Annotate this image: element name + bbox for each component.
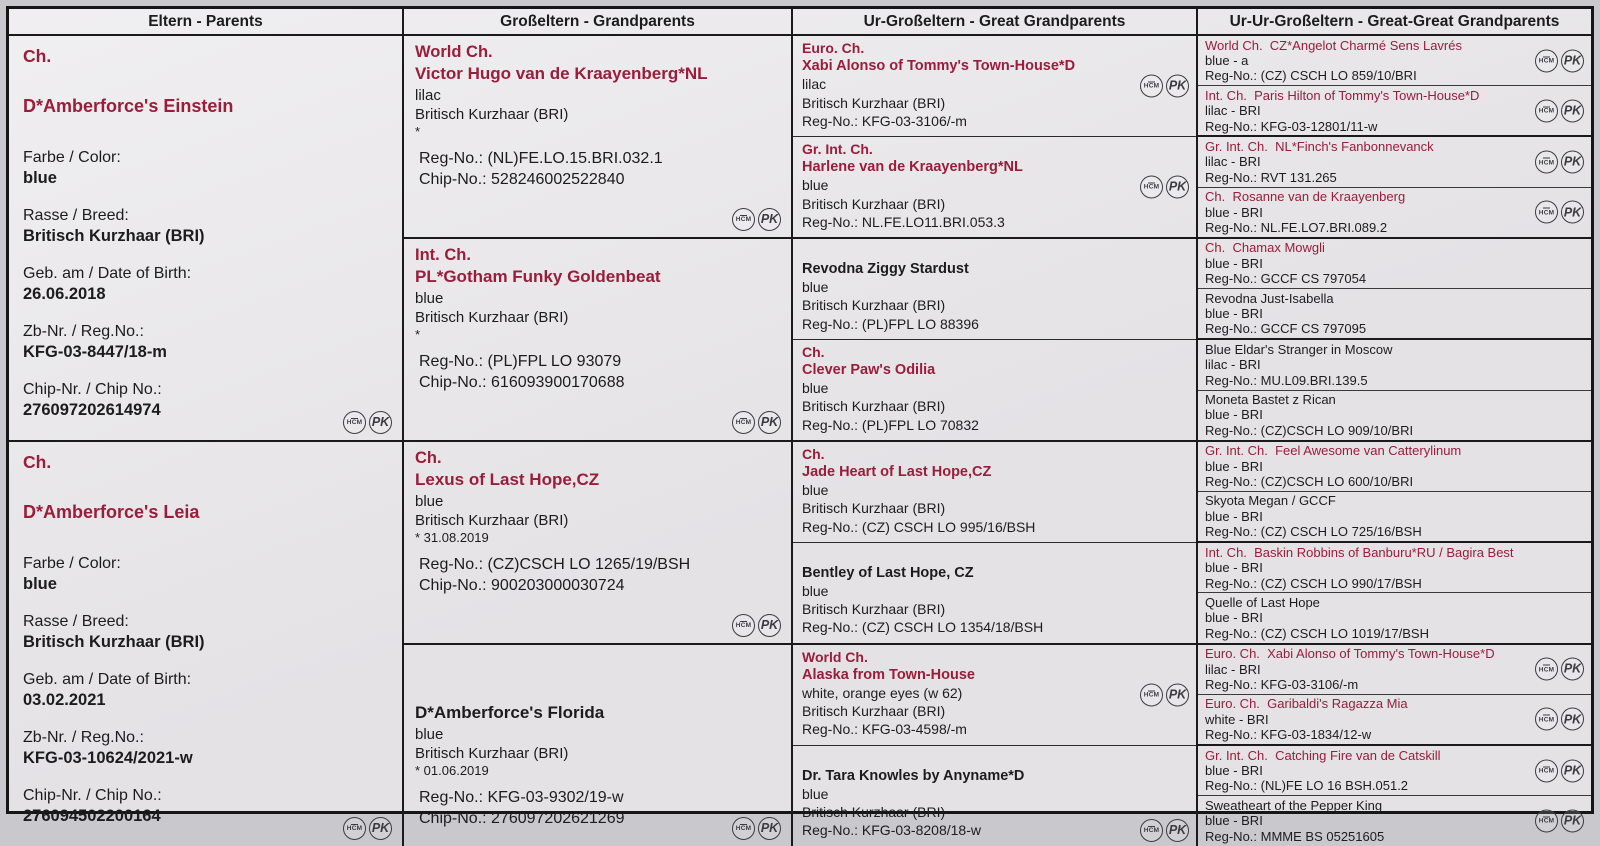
cat-color-breed: lilac - BRI — [1205, 661, 1261, 677]
club-stamp-icon: PK — [758, 614, 781, 637]
reg-no: Reg-No.: (NL)FE.LO.15.BRI.032.1 — [419, 150, 663, 167]
reg-no: KFG-03-8447/18-m — [23, 343, 167, 361]
cat-color: blue — [23, 574, 57, 593]
great-grandparent-cell-3 — [793, 237, 1196, 339]
hcm-stamp-icon: HCM — [1140, 683, 1163, 706]
club-stamp-icon: PK — [1166, 74, 1189, 97]
club-stamp-icon: PK — [1561, 99, 1584, 122]
cat-name: Lexus of Last Hope,CZ — [415, 469, 600, 489]
cat-breed: Britisch Kurzhaar (BRI) — [415, 744, 569, 762]
club-stamp-icon: PK — [1166, 819, 1189, 842]
cat-color-breed: lilac - BRI — [1205, 357, 1261, 373]
club-stamp-icon: PK — [1561, 708, 1584, 731]
chip-no: 276094502200164 — [23, 806, 161, 825]
reg-no: Reg-No.: GCCF CS 797095 — [1205, 321, 1367, 337]
health-stamps — [1535, 151, 1584, 174]
reg-no: Reg-No.: GCCF CS 797054 — [1205, 271, 1367, 287]
cat-name: Bentley of Last Hope, CZ — [802, 564, 974, 581]
cat-title — [802, 242, 1187, 260]
cat-color-breed: lilac - BRI — [1205, 103, 1261, 119]
cat-breed: Britisch Kurzhaar (BRI) — [802, 703, 946, 720]
reg-no: Reg-No.: (CZ) CSCH LO 990/17/BSH — [1205, 575, 1422, 591]
cat-color-breed: blue - BRI — [1205, 762, 1263, 778]
reg-no: Reg-No.: MMME BS 05251605 — [1205, 828, 1385, 844]
reg-no: Reg-No.: MU.L09.BRI.139.5 — [1205, 372, 1368, 388]
hcm-stamp-icon: HCM — [1535, 49, 1558, 72]
hcm-stamp-icon: HCM — [1535, 708, 1558, 731]
pedigree-document — [6, 6, 1594, 844]
reg-no: Reg-No.: KFG-03-3106/-m — [802, 112, 967, 129]
generation-header-row — [9, 9, 1591, 36]
hcm-stamp-icon: HCM — [732, 411, 755, 434]
cat-name: Revodna Ziggy Stardust — [802, 261, 969, 278]
gg-grandparent-cell-6 — [1198, 288, 1591, 338]
gg-grandparent-cell-16 — [1198, 795, 1591, 845]
cat-name: Euro. Ch. Xabi Alonso of Tommy's Town-House*D — [1205, 646, 1495, 662]
gg-grandparent-cell-5 — [1198, 237, 1591, 288]
birth-date: * 01.06.2019 — [415, 762, 489, 778]
cat-name: World Ch. CZ*Angelot Charmé Sens Lavrés — [1205, 37, 1462, 53]
reg-no: Reg-No.: KFG-03-4598/-m — [802, 721, 967, 738]
cat-breed: Britisch Kurzhaar (BRI) — [415, 106, 569, 123]
cat-color-breed: blue - BRI — [1205, 306, 1263, 321]
cat-name: Euro. Ch. Garibaldi's Ragazza Mia — [1205, 696, 1408, 712]
cat-breed: Britisch Kurzhaar (BRI) — [415, 511, 569, 529]
club-stamp-icon: PK — [1166, 683, 1189, 706]
cat-name: Victor Hugo van de Kraayenberg*NL — [415, 64, 708, 83]
chip-no: Chip-No.: 616093900170688 — [419, 373, 625, 391]
cat-breed: Britisch Kurzhaar (BRI) — [802, 601, 946, 618]
cat-name: Clever Paw's Odilia — [802, 362, 936, 379]
dob-label: Geb. am / Date of Birth: — [23, 265, 192, 282]
club-stamp-icon: PK — [1561, 658, 1584, 681]
health-stamps — [1535, 809, 1584, 832]
cat-color: lilac — [802, 76, 827, 93]
cat-title: Ch. — [23, 451, 52, 472]
club-stamp-icon: PK — [1561, 201, 1584, 224]
health-stamps — [732, 208, 781, 231]
cat-title — [802, 749, 1187, 767]
great-grandparent-cell-6 — [793, 542, 1196, 643]
reg-no: Reg-No.: KFG-03-12801/11-w — [1205, 118, 1378, 134]
hcm-stamp-icon: HCM — [732, 208, 755, 231]
cat-color: blue — [802, 482, 829, 499]
chip-no: Chip-No.: 528246002522840 — [419, 171, 625, 188]
health-stamps — [1535, 708, 1584, 731]
cat-breed: Britisch Kurzhaar (BRI) — [802, 804, 946, 821]
cat-name: Revodna Just-Isabella — [1205, 290, 1334, 306]
cat-name: Gr. Int. Ch. NL*Finch's Fanbonnevanck — [1205, 138, 1434, 154]
great-great-grandparents-column — [1196, 36, 1591, 846]
cat-name: Gr. Int. Ch. Catching Fire van de Catskill — [1205, 747, 1441, 763]
cat-name: Quelle of Last Hope — [1205, 594, 1320, 610]
cat-name: Ch. Chamax Mowgli — [1205, 240, 1325, 256]
breed-label: Rasse / Breed: — [23, 612, 129, 630]
column-header-parents: Eltern - Parents — [148, 12, 263, 30]
health-stamps — [343, 411, 392, 434]
cat-title — [802, 546, 1187, 564]
cat-title: Gr. Int. Ch. — [802, 140, 873, 157]
cat-name: D*Amberforce's Leia — [23, 501, 200, 522]
health-stamps — [1535, 49, 1584, 72]
cat-name: Sweatheart of the Pepper King — [1205, 797, 1383, 813]
hcm-stamp-icon: HCM — [1535, 99, 1558, 122]
great-grandparents-column — [791, 36, 1196, 846]
hcm-stamp-icon: HCM — [343, 817, 366, 840]
cat-color: blue — [415, 725, 444, 743]
reg-no: Reg-No.: KFG-03-9302/19-w — [419, 788, 624, 806]
reg-no: Reg-No.: (CZ) CSCH LO 725/16/BSH — [1205, 524, 1422, 540]
club-stamp-icon: PK — [369, 817, 392, 840]
cat-name: Skyota Megan / GCCF — [1205, 493, 1336, 509]
gg-grandparent-cell-10 — [1198, 491, 1591, 541]
club-stamp-icon: PK — [1561, 759, 1584, 782]
cat-color-breed: blue - BRI — [1205, 508, 1263, 524]
cat-color: lilac — [415, 87, 441, 104]
dob-label: Geb. am / Date of Birth: — [23, 670, 192, 688]
cat-color-breed: blue - BRI — [1205, 610, 1263, 626]
club-stamp-icon: PK — [1561, 151, 1584, 174]
cat-name: Blue Eldar's Stranger in Moscow — [1205, 341, 1393, 357]
color-label: Farbe / Color: — [23, 149, 121, 166]
health-stamps — [1535, 99, 1584, 122]
reg-no: Reg-No.: KFG-03-3106/-m — [1205, 676, 1359, 692]
gg-grandparent-cell-14 — [1198, 694, 1591, 744]
gg-grandparent-cell-9 — [1198, 440, 1591, 491]
hcm-stamp-icon: HCM — [1535, 151, 1558, 174]
club-stamp-icon: PK — [758, 817, 781, 840]
cat-title: World Ch. — [415, 43, 493, 61]
color-label: Farbe / Color: — [23, 554, 121, 572]
reg-no: Reg-No.: (NL)FE LO 16 BSH.051.2 — [1205, 778, 1409, 794]
health-stamps — [1140, 175, 1189, 198]
chip-no: Chip-No.: 276097202621269 — [419, 809, 625, 827]
reg-label: Zb-Nr. / Reg.No.: — [23, 728, 144, 746]
cat-title: Ch. — [802, 343, 825, 360]
cat-dob: 26.06.2018 — [23, 285, 106, 303]
reg-no: Reg-No.: RVT 131.265 — [1205, 169, 1337, 185]
reg-no: Reg-No.: (CZ)CSCH LO 1265/19/BSH — [419, 555, 691, 573]
cat-breed: Britisch Kurzhaar (BRI) — [802, 297, 946, 314]
cat-dob: 03.02.2021 — [23, 690, 106, 709]
health-stamps — [732, 614, 781, 637]
cat-color: blue — [802, 279, 829, 296]
cat-name: Int. Ch. Baskin Robbins of Banburu*RU / Bagira Best — [1205, 544, 1514, 560]
reg-no: Reg-No.: (CZ) CSCH LO 859/10/BRI — [1205, 68, 1417, 84]
club-stamp-icon: PK — [758, 208, 781, 231]
grandparents-column — [402, 36, 791, 846]
hcm-stamp-icon: HCM — [732, 817, 755, 840]
hcm-stamp-icon: HCM — [1535, 809, 1558, 832]
gg-grandparent-cell-8 — [1198, 390, 1591, 440]
health-stamps — [732, 411, 781, 434]
cat-title: Ch. — [415, 448, 442, 467]
grandparent-cell-4 — [404, 643, 791, 846]
cat-color: blue — [802, 785, 829, 802]
cat-color-breed: blue - BRI — [1205, 560, 1263, 576]
hcm-stamp-icon: HCM — [732, 614, 755, 637]
parent-dam-cell — [9, 440, 402, 846]
cat-color-breed: blue - BRI — [1205, 407, 1263, 423]
gg-grandparent-cell-15 — [1198, 744, 1591, 795]
reg-no: Reg-No.: (CZ) CSCH LO 995/16/BSH — [802, 518, 1036, 535]
cat-title: Int. Ch. — [415, 245, 471, 264]
hcm-stamp-icon: HCM — [1140, 819, 1163, 842]
cat-color: blue — [802, 177, 829, 194]
cat-name: Xabi Alonso of Tommy's Town-House*D — [802, 58, 1076, 75]
birth-date: * — [415, 124, 421, 139]
birth-date: * — [415, 326, 421, 342]
health-stamps — [1140, 819, 1189, 842]
reg-no: Reg-No.: KFG-03-1834/12-w — [1205, 727, 1372, 743]
cat-name: Gr. Int. Ch. Feel Awesome van Catterylinum — [1205, 443, 1462, 459]
cat-breed: Britisch Kurzhaar (BRI) — [802, 500, 946, 517]
hcm-stamp-icon: HCM — [1140, 175, 1163, 198]
grandparent-cell-1 — [404, 36, 791, 237]
hcm-stamp-icon: HCM — [1535, 759, 1558, 782]
reg-no: Reg-No.: (CZ) CSCH LO 1354/18/BSH — [802, 619, 1044, 636]
cat-name: Moneta Bastet z Rican — [1205, 392, 1336, 408]
great-grandparent-cell-4 — [793, 339, 1196, 440]
cat-color: blue — [415, 492, 444, 510]
cat-color-breed: blue - BRI — [1205, 813, 1263, 829]
cat-breed: Britisch Kurzhaar (BRI) — [802, 195, 946, 212]
gg-grandparent-cell-11 — [1198, 541, 1591, 592]
cat-color: white, orange eyes (w 62) — [802, 685, 963, 702]
gg-grandparent-cell-2 — [1198, 85, 1591, 135]
hcm-stamp-icon: HCM — [1140, 74, 1163, 97]
health-stamps — [1535, 658, 1584, 681]
cat-color: blue — [23, 169, 57, 187]
reg-no: Reg-No.: (CZ)CSCH LO 600/10/BRI — [1205, 474, 1414, 490]
hcm-stamp-icon: HCM — [1535, 658, 1558, 681]
chip-no: Chip-No.: 900203000030724 — [419, 576, 625, 594]
cat-name: PL*Gotham Funky Goldenbeat — [415, 266, 661, 286]
gg-grandparent-cell-12 — [1198, 592, 1591, 642]
cat-color-breed: white - BRI — [1205, 711, 1269, 727]
reg-no: Reg-No.: (PL)FPL LO 70832 — [802, 416, 979, 433]
great-grandparent-cell-8 — [793, 745, 1196, 846]
gg-grandparent-cell-7 — [1198, 338, 1591, 389]
hcm-stamp-icon: HCM — [1535, 201, 1558, 224]
chip-label: Chip-Nr. / Chip No.: — [23, 381, 162, 398]
reg-label: Zb-Nr. / Reg.No.: — [23, 323, 144, 340]
cat-breed: Britisch Kurzhaar (BRI) — [23, 227, 205, 245]
cat-title — [415, 651, 780, 672]
reg-no: Reg-No.: (PL)FPL LO 88396 — [802, 315, 979, 332]
club-stamp-icon: PK — [369, 411, 392, 434]
cat-title: Euro. Ch. — [802, 40, 865, 56]
hcm-stamp-icon: HCM — [343, 411, 366, 434]
cat-color-breed: blue - a — [1205, 52, 1249, 68]
cat-breed: Britisch Kurzhaar (BRI) — [802, 94, 946, 111]
breed-label: Rasse / Breed: — [23, 207, 129, 224]
great-grandparent-cell-2 — [793, 136, 1196, 237]
cat-breed: Britisch Kurzhaar (BRI) — [802, 398, 946, 415]
health-stamps — [1140, 74, 1189, 97]
cat-name: Jade Heart of Last Hope,CZ — [802, 463, 992, 480]
club-stamp-icon: PK — [1561, 49, 1584, 72]
cat-breed: Britisch Kurzhaar (BRI) — [23, 632, 205, 651]
reg-no: Reg-No.: (CZ)CSCH LO 909/10/BRI — [1205, 422, 1414, 438]
reg-no: Reg-No.: NL.FE.LO7.BRI.089.2 — [1205, 219, 1388, 235]
parent-sire-cell — [9, 36, 402, 440]
reg-no: Reg-No.: (CZ) CSCH LO 1019/17/BSH — [1205, 625, 1429, 641]
chip-label: Chip-Nr. / Chip No.: — [23, 786, 162, 804]
health-stamps — [1535, 201, 1584, 224]
cat-title: Ch. — [802, 445, 825, 462]
column-header-grandparents: Großeltern - Grandparents — [402, 9, 791, 34]
reg-no: Reg-No.: NL.FE.LO11.BRI.053.3 — [802, 213, 1005, 230]
club-stamp-icon: PK — [1561, 809, 1584, 832]
cat-color-breed: blue - BRI — [1205, 255, 1263, 271]
cat-color: blue — [802, 583, 829, 600]
column-header-great-grandparents: Ur-Großeltern - Great Grandparents — [791, 9, 1196, 34]
cat-name: Int. Ch. Paris Hilton of Tommy's Town-House*D — [1205, 87, 1480, 103]
cat-title: Ch. — [23, 46, 52, 66]
chip-no: 276097202614974 — [23, 401, 161, 419]
gg-grandparent-cell-13 — [1198, 643, 1591, 694]
cat-title: World Ch. — [802, 648, 868, 665]
gg-grandparent-cell-1 — [1198, 36, 1591, 85]
cat-name: Alaska from Town-House — [802, 666, 975, 683]
reg-no: Reg-No.: KFG-03-8208/18-w — [802, 822, 981, 839]
column-header-great-great-grandparents: Ur-Ur-Großeltern - Great-Great Grandparents — [1196, 9, 1591, 34]
grandparent-cell-2 — [404, 237, 791, 440]
cat-name: Dr. Tara Knowles by Anyname*D — [802, 767, 1025, 784]
cat-breed: Britisch Kurzhaar (BRI) — [415, 308, 569, 326]
club-stamp-icon: PK — [1166, 175, 1189, 198]
birth-date: * 31.08.2019 — [415, 529, 489, 545]
great-grandparent-cell-5 — [793, 440, 1196, 542]
cat-name: D*Amberforce's Florida — [415, 702, 605, 722]
health-stamps — [1535, 759, 1584, 782]
club-stamp-icon: PK — [758, 411, 781, 434]
health-stamps — [1140, 683, 1189, 706]
pedigree-grid — [9, 36, 1591, 844]
reg-no: KFG-03-10624/2021-w — [23, 748, 193, 767]
gg-grandparent-cell-3 — [1198, 135, 1591, 186]
great-grandparent-cell-1 — [793, 36, 1196, 136]
cat-color-breed: blue - BRI — [1205, 458, 1263, 474]
cat-color-breed: lilac - BRI — [1205, 154, 1261, 170]
cat-name: Harlene van de Kraayenberg*NL — [802, 159, 1023, 176]
parents-column — [9, 36, 402, 846]
great-grandparent-cell-7 — [793, 643, 1196, 745]
reg-no: Reg-No.: (PL)FPL LO 93079 — [419, 352, 622, 370]
grandparent-cell-3 — [404, 440, 791, 643]
cat-name: D*Amberforce's Einstein — [23, 96, 234, 116]
cat-color: blue — [802, 380, 829, 397]
cat-name: Ch. Rosanne van de Kraayenberg — [1205, 189, 1406, 205]
cat-color: blue — [415, 289, 444, 307]
cat-color-breed: blue - BRI — [1205, 204, 1263, 220]
gg-grandparent-cell-4 — [1198, 187, 1591, 237]
